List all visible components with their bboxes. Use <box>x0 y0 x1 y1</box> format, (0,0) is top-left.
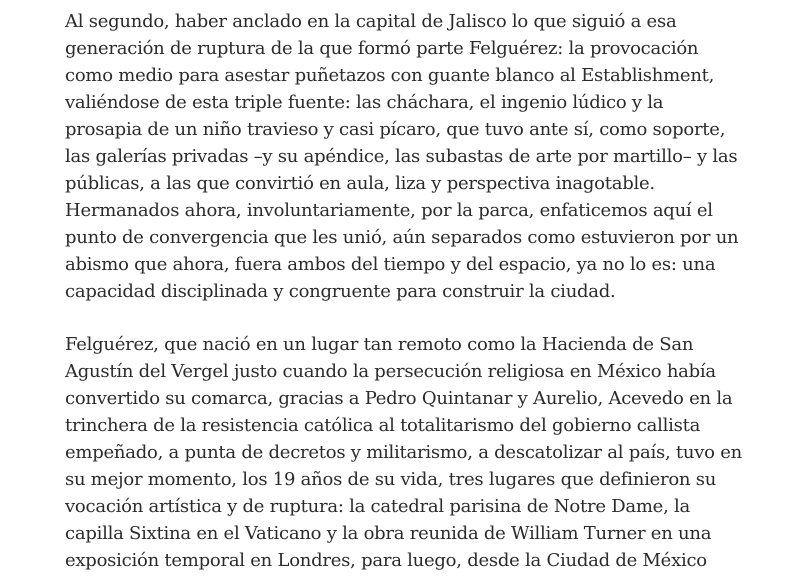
article-body <box>65 8 800 574</box>
text-line: generación de ruptura de la que formó parte Felguérez: la provocación <box>65 38 699 59</box>
text-line: exposición temporal en Londres, para luego, desde la Ciudad de México <box>65 550 707 571</box>
text-line: como medio para asestar puñetazos con guante blanco al Establishment, <box>65 65 715 86</box>
paragraph-2 <box>65 331 800 574</box>
text-line: Hermanados ahora, involuntariamente, por la parca, enfaticemos aquí el <box>65 200 713 221</box>
text-line: Agustín del Vergel justo cuando la persecución religiosa en México había <box>65 361 716 382</box>
paragraph-1 <box>65 8 800 305</box>
text-line: vocación artística y de ruptura: la catedral parisina de Notre Dame, la <box>65 496 691 517</box>
text-line: Al segundo, haber anclado en la capital de Jalisco lo que siguió a esa <box>65 11 677 32</box>
text-line: capilla Sixtina en el Vaticano y la obra reunida de William Turner en una <box>65 523 712 544</box>
text-line: prosapia de un niño travieso y casi pícaro, que tuvo ante sí, como soporte, <box>65 119 726 140</box>
text-line: trinchera de la resistencia católica al totalitarismo del gobierno callista <box>65 415 701 436</box>
text-line: capacidad disciplinada y congruente para construir la ciudad. <box>65 281 616 302</box>
text-line: convertido su comarca, gracias a Pedro Quintanar y Aurelio, Acevedo en la <box>65 388 733 409</box>
text-line: valiéndose de esta triple fuente: las cháchara, el ingenio lúdico y la <box>65 92 664 113</box>
text-line: públicas, a las que convirtió en aula, liza y perspectiva inagotable. <box>65 173 655 194</box>
text-line: abismo que ahora, fuera ambos del tiempo y del espacio, ya no lo es: una <box>65 254 716 275</box>
text-line: su mejor momento, los 19 años de su vida, tres lugares que definieron su <box>65 469 717 490</box>
paragraph-spacer <box>65 305 800 331</box>
text-line: punto de convergencia que les unió, aún separados como estuvieron por un <box>65 227 739 248</box>
text-line: Felguérez, que nació en un lugar tan remoto como la Hacienda de San <box>65 334 694 355</box>
text-line: empeñado, a punta de decretos y militarismo, a descatolizar al país, tuvo en <box>65 442 742 463</box>
text-line: las galerías privadas –y su apéndice, las subastas de arte por martillo– y las <box>65 146 738 167</box>
